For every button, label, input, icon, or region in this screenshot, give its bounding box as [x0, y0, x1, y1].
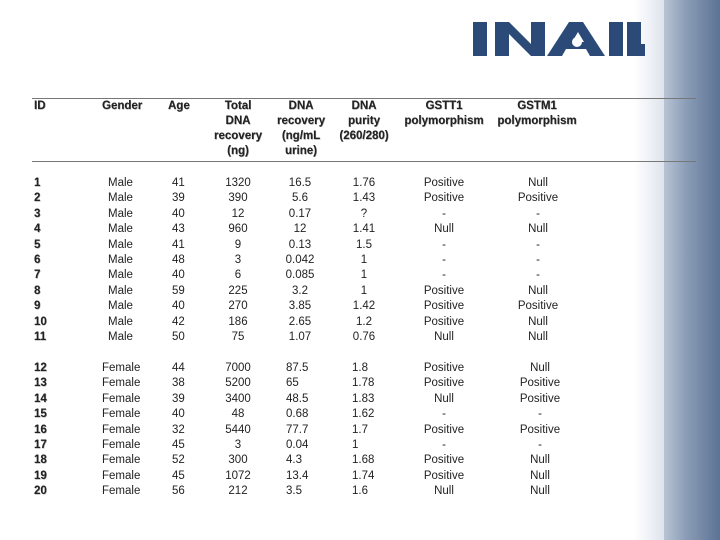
female-purity-cell: 1.68	[352, 454, 375, 467]
female-total-cell: 5200	[225, 377, 251, 390]
male-gstm1-column	[506, 176, 570, 345]
female-total-cell: 212	[228, 485, 248, 498]
female-gstt1-cell: Positive	[423, 377, 465, 390]
male-id-cell: 4	[34, 223, 41, 236]
male-gstt1-cell: -	[442, 269, 446, 282]
female-id-column	[34, 361, 64, 500]
male-age-column	[172, 176, 188, 345]
male-gstt1-cell: Null	[434, 330, 454, 343]
male-gstm1-cell: -	[536, 269, 540, 282]
female-id-cell: 20	[34, 485, 47, 498]
female-gstm1-cell: Positive	[519, 423, 561, 436]
female-recovery-cell: 87.5	[286, 362, 309, 374]
male-gstm1-cell: Null	[528, 284, 548, 297]
male-gender-cell: Male	[108, 284, 133, 297]
male-recovery-cell: 0.13	[288, 238, 312, 251]
male-purity-cell: 1	[360, 253, 368, 266]
male-id-cell: 7	[34, 269, 41, 282]
female-gstm1-cell: Null	[530, 485, 550, 498]
female-recovery-cell: 3.5	[286, 485, 302, 498]
male-gstm1-cell: Null	[528, 223, 548, 236]
female-gstt1-cell: Positive	[423, 469, 465, 482]
header-id: ID	[34, 100, 46, 112]
male-id-cell: 9	[34, 300, 41, 313]
male-total-cell: 186	[228, 315, 248, 328]
female-gstm1-cell: -	[538, 408, 542, 421]
female-gstm1-cell: Positive	[519, 392, 561, 405]
male-gstm1-cell: Positive	[517, 300, 559, 313]
male-purity-cell: 1	[360, 284, 368, 297]
male-id-cell: 6	[34, 253, 41, 266]
header-gender: Gender	[102, 100, 143, 112]
header-dna-purity: DNA purity (260/280)	[339, 100, 389, 142]
female-recovery-cell: 4.3	[286, 454, 302, 467]
female-age-cell: 45	[172, 438, 185, 451]
male-gstm1-cell: Null	[528, 315, 548, 328]
female-gstm1-cell: Null	[530, 454, 550, 467]
male-gstt1-cell: Positive	[423, 177, 465, 189]
male-age-cell: 40	[172, 207, 185, 220]
female-purity-cell: 1.8	[352, 362, 368, 374]
male-id-cell: 11	[34, 330, 47, 343]
female-gstt1-cell: Null	[434, 485, 454, 498]
male-gstt1-cell: Positive	[423, 300, 465, 313]
female-total-cell: 48	[231, 408, 245, 421]
male-total-cell: 12	[231, 207, 245, 220]
female-total-cell: 1072	[225, 469, 251, 482]
female-recovery-column	[286, 361, 326, 500]
female-gender-cell: Female	[102, 454, 141, 467]
female-id-cell: 18	[34, 454, 47, 467]
male-recovery-cell: 16.5	[288, 177, 312, 189]
header-age: Age	[168, 100, 190, 112]
female-gstt1-cell: Positive	[423, 454, 465, 467]
male-gstm1-cell: -	[536, 207, 540, 220]
male-age-cell: 41	[172, 238, 185, 251]
male-total-cell: 3	[234, 253, 242, 266]
male-gender-column	[108, 176, 142, 345]
female-id-cell: 17	[34, 438, 47, 451]
female-gender-cell: Female	[102, 392, 141, 405]
male-recovery-cell: 0.085	[285, 269, 315, 282]
male-total-cell: 960	[228, 223, 248, 236]
male-id-cell: 8	[34, 284, 41, 297]
male-gender-cell: Male	[108, 223, 133, 236]
female-total-cell: 3400	[225, 392, 251, 405]
male-gender-cell: Male	[108, 330, 133, 343]
male-gstm1-cell: Null	[528, 330, 548, 343]
female-gstm1-cell: Null	[530, 469, 550, 482]
female-gstm1-cell: Null	[530, 362, 550, 374]
male-total-cell: 390	[228, 192, 248, 205]
male-total-cell: 225	[228, 284, 248, 297]
male-purity-cell: 1.43	[352, 192, 376, 205]
female-gender-cell: Female	[102, 485, 141, 498]
male-gstt1-cell: Positive	[423, 192, 465, 205]
female-recovery-cell: 0.04	[286, 438, 309, 451]
male-gender-cell: Male	[108, 207, 133, 220]
male-recovery-cell: 5.6	[292, 192, 308, 205]
male-age-cell: 40	[172, 269, 185, 282]
male-total-cell: 270	[228, 300, 248, 313]
male-id-cell: 2	[34, 192, 41, 205]
male-gender-cell: Male	[108, 269, 133, 282]
female-age-cell: 39	[172, 392, 185, 405]
male-gstt1-cell: Positive	[423, 284, 465, 297]
male-gender-cell: Male	[108, 315, 133, 328]
male-gstt1-cell: -	[442, 207, 446, 220]
male-recovery-column	[280, 176, 320, 345]
female-age-cell: 32	[172, 423, 185, 436]
male-recovery-cell: 2.65	[288, 315, 312, 328]
male-purity-cell: 1.76	[352, 177, 376, 189]
male-purity-cell: ?	[360, 207, 368, 220]
male-gender-cell: Male	[108, 300, 133, 313]
male-recovery-cell: 0.042	[285, 253, 315, 266]
male-gstm1-cell: Positive	[517, 192, 559, 205]
female-recovery-cell: 13.4	[286, 469, 309, 482]
male-id-cell: 10	[34, 315, 47, 328]
female-gstt1-column	[412, 361, 476, 500]
male-gender-cell: Male	[108, 253, 133, 266]
female-gender-cell: Female	[102, 362, 141, 374]
male-total-column	[218, 176, 258, 345]
female-id-cell: 16	[34, 423, 47, 436]
female-id-cell: 15	[34, 408, 47, 421]
female-age-cell: 40	[172, 408, 185, 421]
male-gender-cell: Male	[108, 177, 133, 189]
female-gstm1-cell: -	[538, 438, 542, 451]
female-purity-cell: 1.78	[352, 377, 375, 390]
female-id-cell: 14	[34, 392, 47, 405]
female-purity-cell: 1	[352, 438, 359, 451]
male-purity-cell: 1.42	[352, 300, 376, 313]
female-purity-cell: 1.6	[352, 485, 368, 498]
female-gender-cell: Female	[102, 408, 141, 421]
male-purity-cell: 1.2	[356, 315, 372, 328]
decorative-side-band	[664, 0, 720, 540]
header-bottom-rule	[32, 161, 696, 162]
female-recovery-cell: 0.68	[286, 408, 309, 421]
female-age-column	[172, 361, 188, 500]
male-age-cell: 50	[172, 330, 185, 343]
male-age-cell: 42	[172, 315, 185, 328]
female-gender-cell: Female	[102, 469, 141, 482]
male-age-cell: 39	[172, 192, 185, 205]
male-recovery-cell: 1.07	[288, 330, 312, 343]
header-gstm1: GSTM1 polymorphism	[497, 100, 577, 127]
female-total-cell: 3	[234, 438, 242, 451]
male-gstt1-column	[412, 176, 476, 345]
male-age-cell: 43	[172, 223, 185, 236]
female-gstm1-column	[508, 361, 572, 500]
male-purity-column	[344, 176, 384, 345]
female-gstt1-cell: -	[442, 438, 446, 451]
female-age-cell: 38	[172, 377, 185, 390]
female-purity-cell: 1.7	[352, 423, 368, 436]
male-gstt1-cell: -	[442, 238, 446, 251]
header-dna-recovery: DNA recovery (ng/mL urine)	[277, 100, 325, 157]
female-id-cell: 12	[34, 362, 47, 374]
female-gender-cell: Female	[102, 423, 141, 436]
male-gender-cell: Male	[108, 192, 133, 205]
female-purity-cell: 1.83	[352, 392, 375, 405]
male-id-cell: 1	[34, 177, 41, 189]
female-gstt1-cell: Null	[434, 392, 454, 405]
male-total-cell: 9	[234, 238, 242, 251]
female-age-cell: 45	[172, 469, 185, 482]
male-purity-cell: 1.5	[356, 238, 372, 251]
male-recovery-cell: 3.2	[292, 284, 308, 297]
female-gstt1-cell: Positive	[423, 362, 465, 374]
male-id-cell: 5	[34, 238, 41, 251]
header-gstt1: GSTT1 polymorphism	[404, 100, 484, 127]
female-purity-cell: 1.62	[352, 408, 375, 421]
male-gender-cell: Male	[108, 238, 133, 251]
male-age-cell: 40	[172, 300, 185, 313]
female-gender-column	[102, 361, 148, 500]
male-gstt1-cell: Null	[434, 223, 454, 236]
male-gstm1-cell: Null	[528, 177, 548, 189]
male-age-cell: 59	[172, 284, 185, 297]
female-gstt1-cell: Positive	[423, 423, 465, 436]
female-total-cell: 5440	[225, 423, 251, 436]
male-recovery-cell: 3.85	[288, 300, 312, 313]
inail-logo	[473, 18, 645, 62]
female-age-cell: 52	[172, 454, 185, 467]
male-total-cell: 1320	[225, 177, 251, 189]
header-total-dna: Total DNA recovery (ng)	[214, 100, 262, 157]
female-gstm1-cell: Positive	[519, 377, 561, 390]
female-recovery-cell: 77.7	[286, 423, 309, 436]
male-total-cell: 6	[234, 269, 242, 282]
male-gstt1-cell: -	[442, 253, 446, 266]
female-total-cell: 300	[228, 454, 248, 467]
female-age-cell: 44	[172, 362, 185, 374]
female-recovery-cell: 65	[286, 377, 299, 390]
female-purity-cell: 1.74	[352, 469, 375, 482]
male-total-cell: 75	[231, 330, 245, 343]
male-id-cell: 3	[34, 207, 41, 220]
male-gstm1-cell: -	[536, 253, 540, 266]
female-id-cell: 19	[34, 469, 47, 482]
male-recovery-cell: 12	[293, 223, 307, 236]
male-gstt1-cell: Positive	[423, 315, 465, 328]
female-recovery-cell: 48.5	[286, 392, 309, 405]
male-purity-cell: 1	[360, 269, 368, 282]
female-gender-cell: Female	[102, 377, 141, 390]
female-gender-cell: Female	[102, 438, 141, 451]
male-purity-cell: 0.76	[352, 330, 376, 343]
male-id-column	[34, 176, 64, 345]
female-age-cell: 56	[172, 485, 185, 498]
male-purity-cell: 1.41	[352, 223, 376, 236]
female-id-cell: 13	[34, 377, 47, 390]
male-age-cell: 48	[172, 253, 185, 266]
female-total-cell: 7000	[225, 362, 251, 374]
female-total-column	[218, 361, 258, 500]
male-recovery-cell: 0.17	[288, 207, 312, 220]
female-purity-column	[352, 361, 392, 500]
male-gstm1-cell: -	[536, 238, 540, 251]
female-gstt1-cell: -	[442, 408, 446, 421]
male-age-cell: 41	[172, 177, 185, 189]
